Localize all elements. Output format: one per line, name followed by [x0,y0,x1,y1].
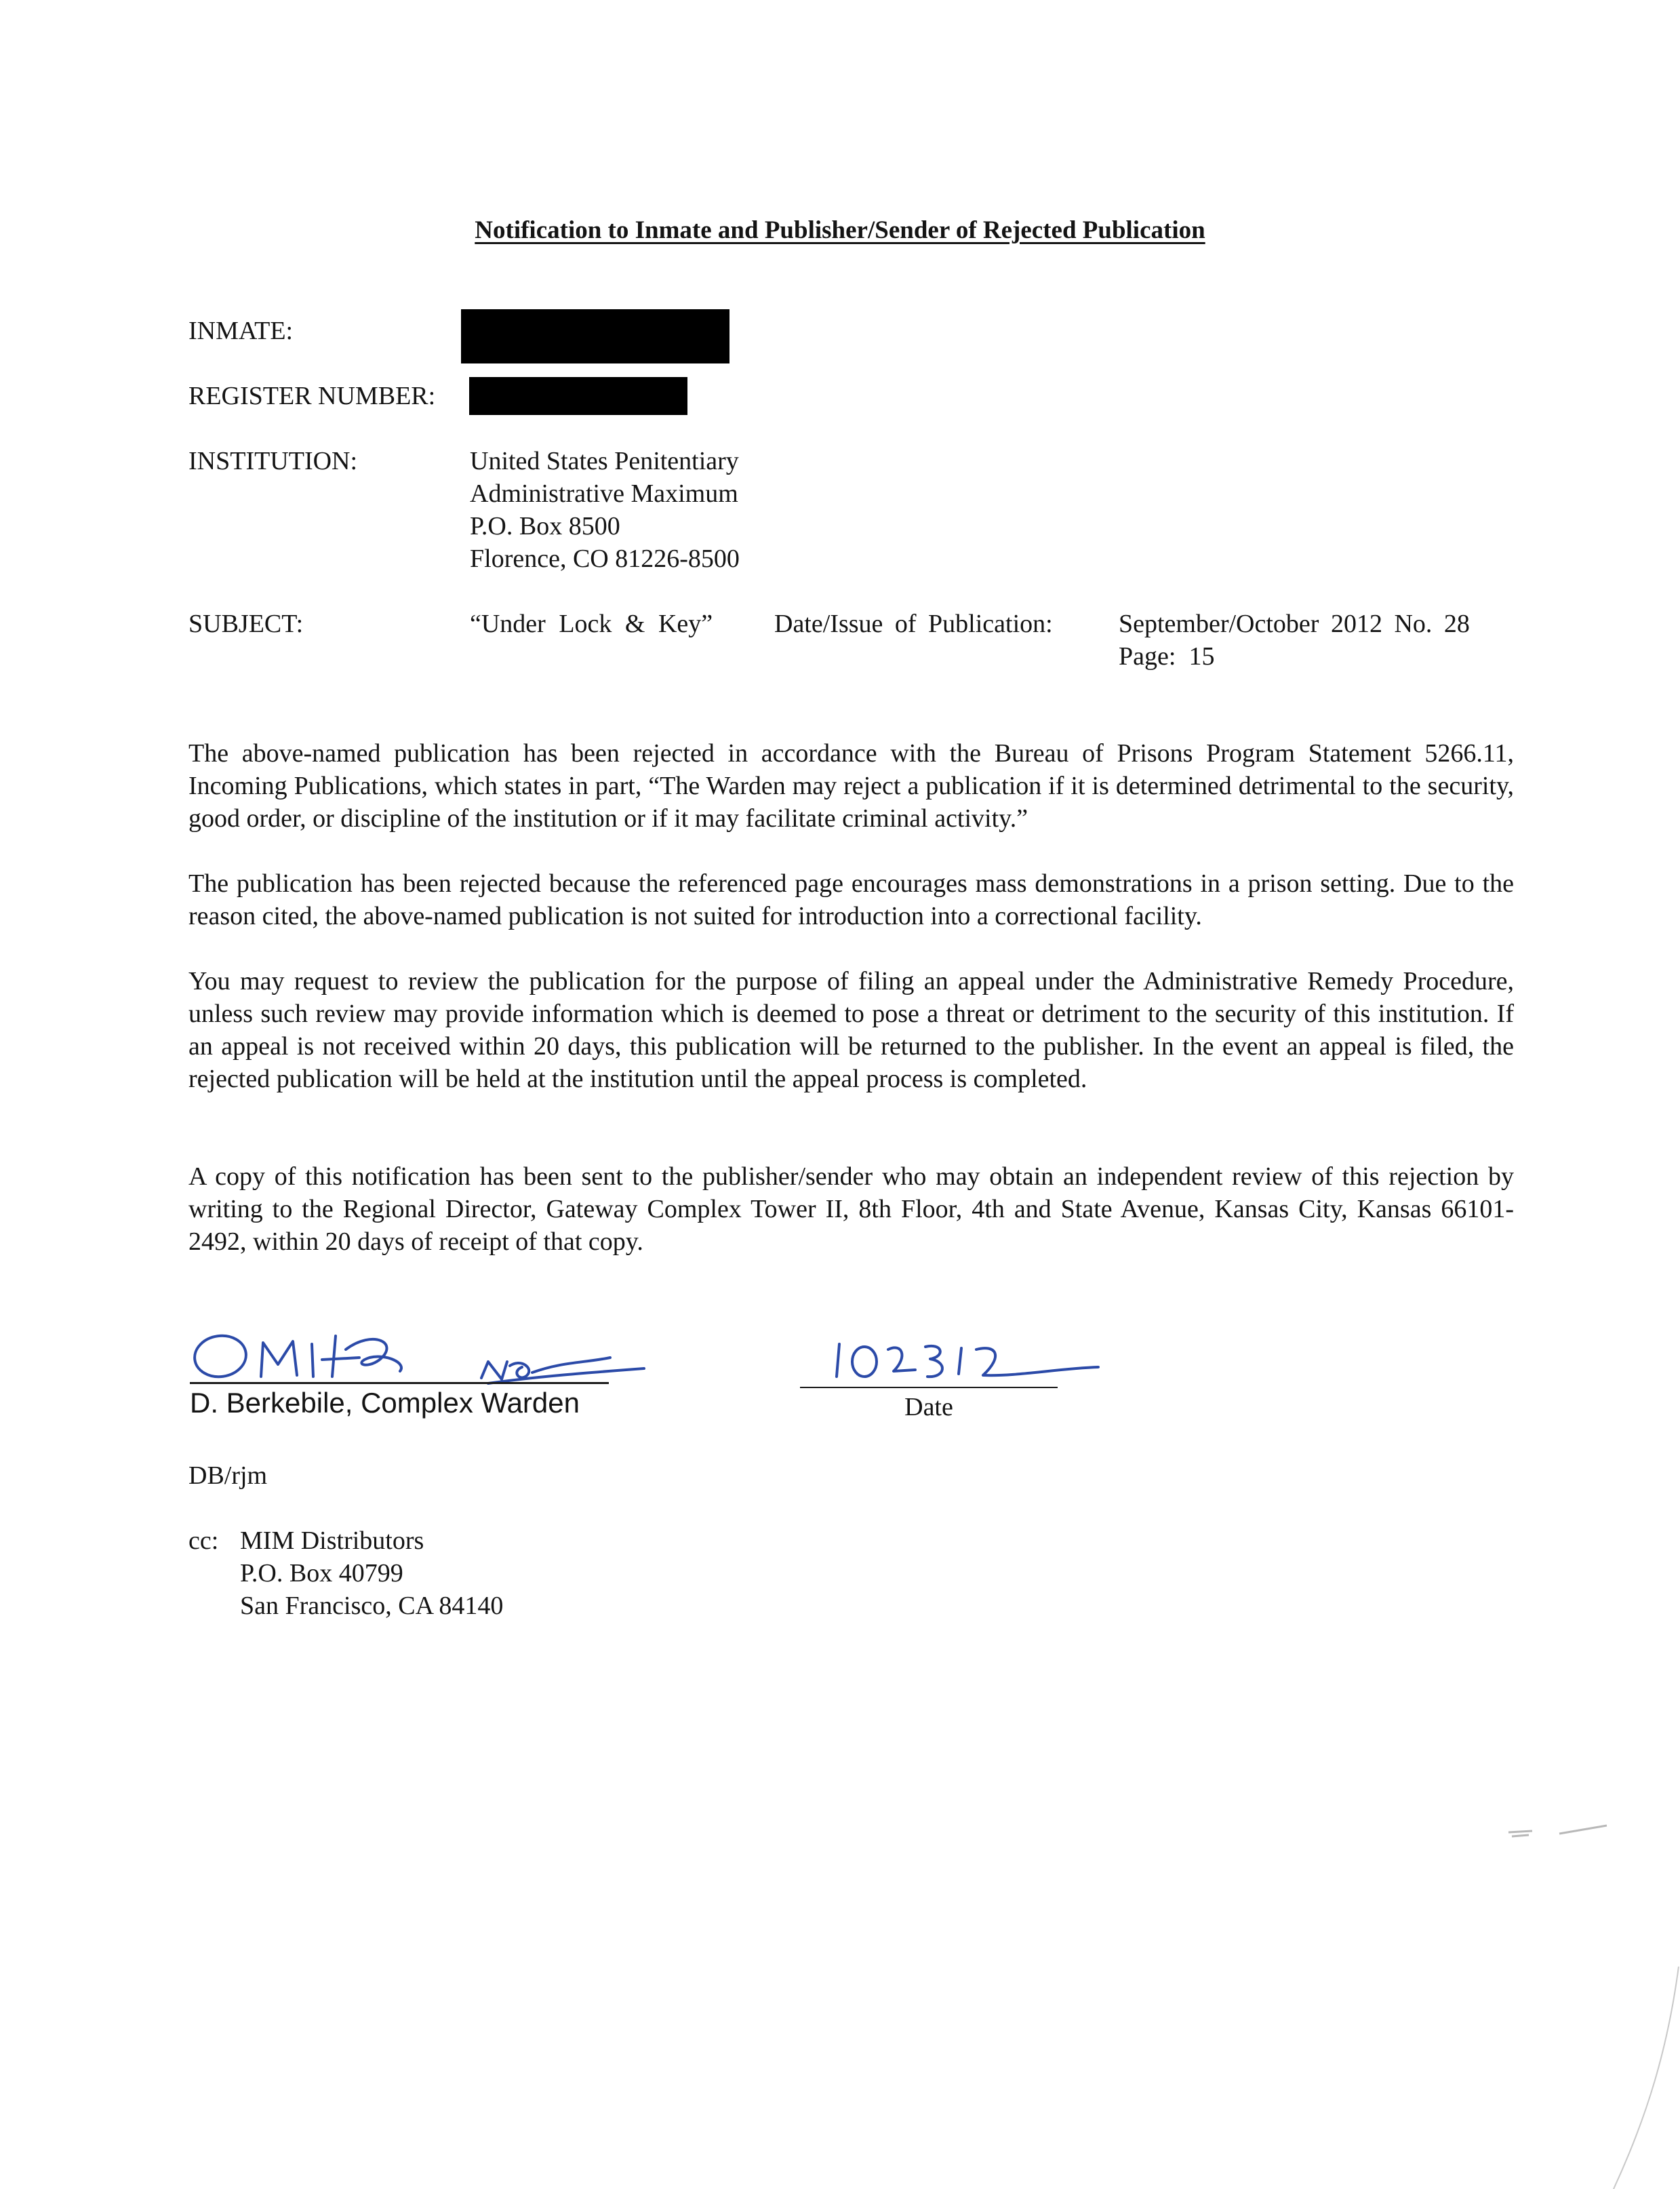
subject-title: “Under Lock & Key” [470,610,713,638]
issue-value: September/October 2012 No. 28 [1119,610,1470,638]
body-paragraph: You may request to review the publication for the purpose of filing an appeal under the Administrative Remedy Procedure, unless such review may provide information which is deemed to pose a threat or detriment to the security of this institution. If an appeal is not received within 20 days, this publication will be returned to the publisher. In the event an appeal is filed, the rejected publication will be held at the institution until the appeal process is completed. [188,967,1514,1093]
body-paragraph: A copy of this notification has been sent to the publisher/sender who may obtain an independent review of this rejection by writing to the Regional Director, Gateway Complex Tower II, 8th Floor, 4th and State Avenue, Kansas City, Kansas 66101-2492, within 20 days of receipt of that copy. [188,1162,1514,1256]
signature-line [190,1382,609,1384]
typist-initials: DB/rjm [188,1461,268,1490]
body-paragraph: The above-named publication has been rejected in accordance with the Bureau of Prisons Program Statement 5266.11, Incoming Publications, which states in part, “The Warden may reject a publication if it is determined detrimental to the security, good order, or discipline of the institution or if it may facilitate criminal activity.” [188,739,1514,833]
body-paragraph: The publication has been rejected because the referenced page encourages mass demonstrations in a prison setting. Due to the reason cited, the above-named publication is not suited for introduction into a correctional facility. [188,869,1514,930]
warden-signature [183,1322,658,1390]
subject-label: SUBJECT: [188,610,304,638]
institution-label: INSTITUTION: [188,447,358,475]
cc-line: San Francisco, CA 84140 [240,1592,504,1620]
institution-line: United States Penitentiary [470,447,739,475]
register-number-label: REGISTER NUMBER: [188,382,436,410]
issue-label: Date/Issue of Publication: [774,610,1053,638]
register-number-redaction [469,377,687,415]
date-label: Date [904,1393,953,1421]
date-line [800,1387,1058,1388]
cc-line: MIM Distributors [240,1526,424,1555]
page-label: Page: [1119,642,1176,671]
institution-address [470,445,740,575]
cc-prefix: cc: [188,1526,219,1555]
inmate-redaction [461,309,729,363]
page-value: 15 [1188,642,1215,671]
scan-artifact [1586,1967,1680,2189]
institution-line: P.O. Box 8500 [470,512,620,540]
institution-line: Administrative Maximum [470,479,738,508]
institution-line: Florence, CO 81226-8500 [470,545,740,573]
cc-line: P.O. Box 40799 [240,1559,403,1587]
document-title: Notification to Inmate and Publisher/Sender of Rejected Publication [475,216,1205,244]
page-line [1119,640,1214,673]
scan-artifact [1505,1817,1614,1845]
signatory-name: D. Berkebile, Complex Warden [190,1387,580,1419]
cc-block [188,1524,503,1622]
inmate-label: INMATE: [188,317,294,345]
